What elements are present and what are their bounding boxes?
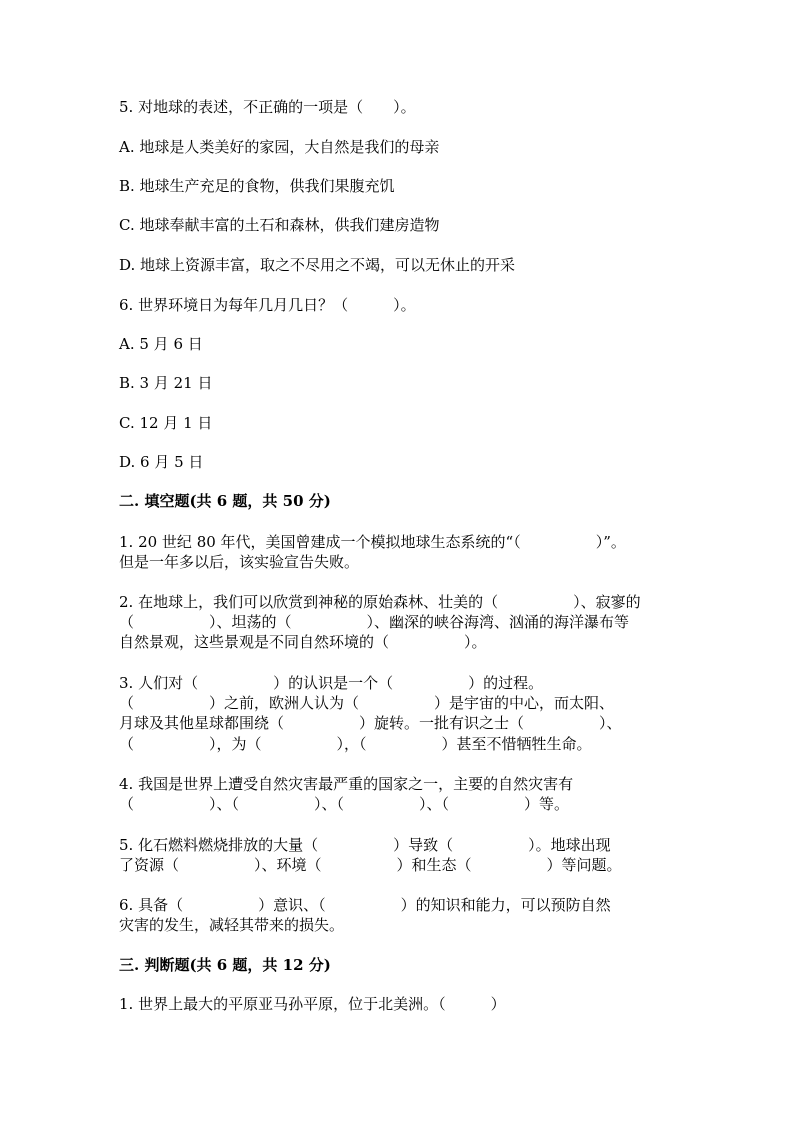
q6-stem: 6. 世界环境日为每年几月几日？（ ）。 xyxy=(119,296,416,314)
q6-option-b: B. 3 月 21 日 xyxy=(119,374,213,392)
fill-q2-line3: 自然景观，这些景观是不同自然环境的（ ）。 xyxy=(119,633,487,651)
fill-q3-line4: （ ），为（ ），（ ）甚至不惜牺牲生命。 xyxy=(119,735,592,753)
fill-q4-line2: （ ）、（ ）、（ ）、（ ）等。 xyxy=(119,795,570,813)
q6-option-c: C. 12 月 1 日 xyxy=(119,414,213,432)
fill-q6-line2: 灾害的发生，减轻其带来的损失。 xyxy=(119,916,345,934)
q6-option-a: A. 5 月 6 日 xyxy=(119,335,203,353)
fill-q3-line1: 3. 人们对（ ）的认识是一个（ ）的过程。 xyxy=(119,674,544,692)
fill-q3-line3: 月球及其他星球都围绕（ ）旋转。一批有识之士（ ）、 xyxy=(119,714,622,732)
tf-q1: 1. 世界上最大的平原亚马孙平原，位于北美洲。（ ） xyxy=(119,995,506,1013)
fill-q4-line1: 4. 我国是世界上遭受自然灾害最严重的国家之一，主要的自然灾害有 xyxy=(119,775,574,793)
q6-option-d: D. 6 月 5 日 xyxy=(119,453,204,471)
fill-q5-line1: 5. 化石燃料燃烧排放的大量（ ）导致（ ）。地球出现 xyxy=(119,836,611,854)
q5-option-d: D. 地球上资源丰富，取之不尽用之不竭，可以无休止的开采 xyxy=(119,256,516,274)
section-true-false-heading: 三. 判断题(共 6 题，共 12 分) xyxy=(119,956,331,974)
fill-q1-line1: 1. 20 世纪 80 年代，美国曾建成一个模拟地球生态系统的“（ ）”。 xyxy=(119,533,626,551)
q5-option-c: C. 地球奉献丰富的土石和森林，供我们建房造物 xyxy=(119,216,440,234)
fill-q2-line1: 2. 在地球上，我们可以欣赏到神秘的原始森林、壮美的（ ）、寂寥的 xyxy=(119,593,641,611)
fill-q5-line2: 了资源（ ）、环境（ ）和生态（ ）等问题。 xyxy=(119,856,622,874)
q5-stem: 5. 对地球的表述，不正确的一项是（ ）。 xyxy=(119,98,416,116)
q5-option-b: B. 地球生产充足的食物，供我们果腹充饥 xyxy=(119,177,395,195)
section-fill-blank-heading: 二. 填空题(共 6 题，共 50 分) xyxy=(119,492,331,510)
fill-q6-line1: 6. 具备（ ）意识、（ ）的知识和能力，可以预防自然 xyxy=(119,896,611,914)
fill-q2-line2: （ ）、坦荡的（ ）、幽深的峡谷海湾、汹涌的海洋瀑布等 xyxy=(119,613,630,631)
q5-option-a: A. 地球是人类美好的家园，大自然是我们的母亲 xyxy=(119,138,440,156)
fill-q3-line2: （ ）之前，欧洲人认为（ ）是宇宙的中心，而太阳、 xyxy=(119,694,615,712)
fill-q1-line2: 但是一年多以后，该实验宣告失败。 xyxy=(119,553,360,571)
